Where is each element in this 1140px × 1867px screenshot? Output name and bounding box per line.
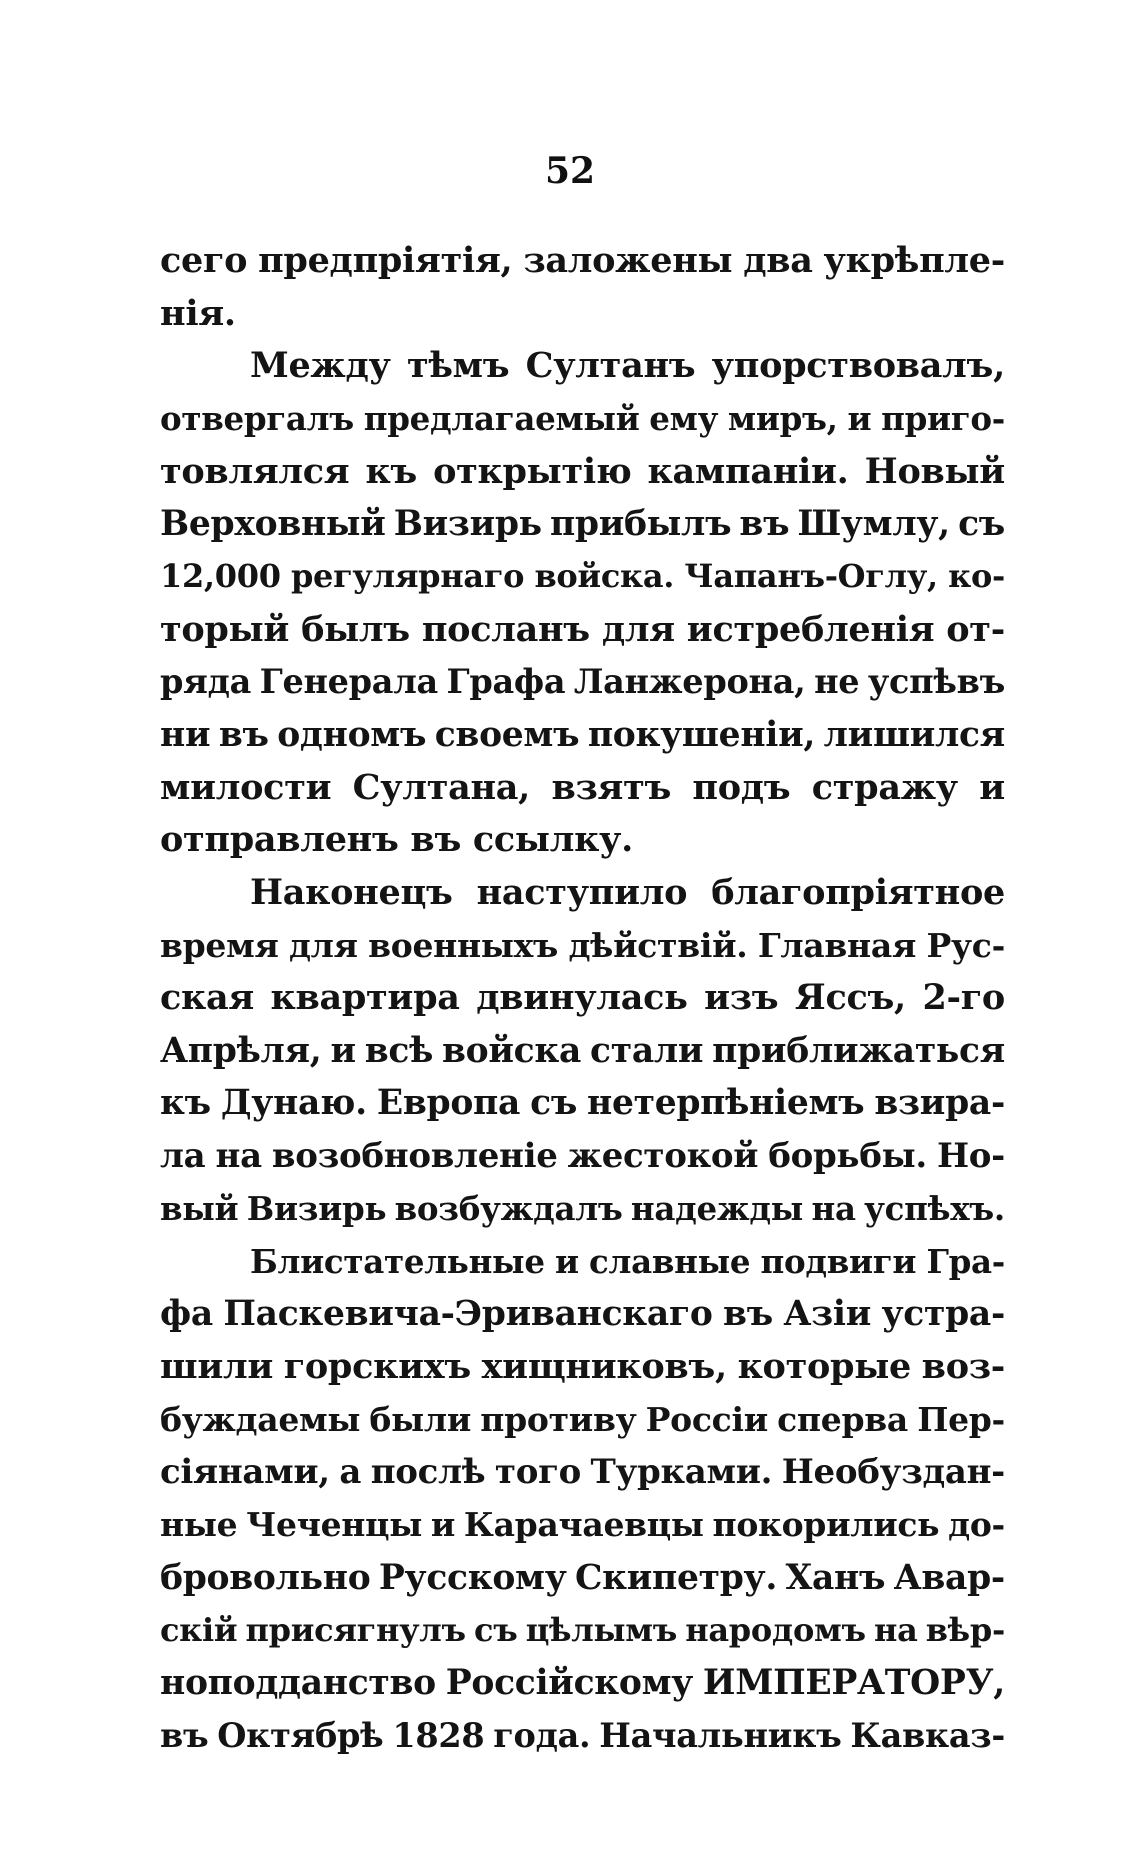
word: а [339, 1452, 362, 1493]
word: Необуздан- [781, 1452, 1005, 1493]
word: регулярнаго [290, 557, 525, 596]
word: ссылку. [472, 819, 634, 861]
word: наступило [476, 872, 688, 914]
word: предлагаемый [363, 398, 640, 438]
word: товлялся [160, 450, 350, 492]
text-line [160, 1235, 1005, 1288]
word: Между [250, 345, 391, 387]
word: и [554, 1241, 579, 1281]
word: посланъ [421, 608, 590, 650]
word: ные [160, 1505, 238, 1545]
word: Кавказ- [850, 1716, 1005, 1756]
word: приближаться [712, 1030, 1005, 1071]
word: от- [946, 608, 1005, 650]
word: Русскому [378, 1557, 567, 1598]
word: Турками. [590, 1452, 773, 1493]
word: Карачаевцы [463, 1505, 704, 1545]
text-line [160, 1657, 1005, 1710]
word: Верховный [160, 503, 386, 544]
word: ла [160, 1136, 206, 1177]
word: квартира [270, 977, 460, 1019]
word: для [601, 608, 675, 650]
word: отправленъ [160, 819, 399, 861]
word: хищниковъ, [481, 1346, 727, 1388]
word: всѣ [364, 1030, 434, 1071]
word: Яссъ, [794, 977, 906, 1019]
word: отвергалъ [160, 398, 354, 438]
text-line [160, 603, 1005, 656]
word: съ [474, 1611, 518, 1650]
text-line [160, 1709, 1005, 1762]
text-line [160, 656, 1005, 709]
word: цѣлымъ [525, 1611, 678, 1650]
word: благопріятное [711, 872, 1005, 914]
text-line [160, 339, 1005, 392]
word: былъ [301, 608, 410, 650]
word: войска [442, 1030, 582, 1071]
word: къ [160, 1083, 211, 1124]
text-line [160, 1024, 1005, 1077]
word: Россіи [645, 1399, 768, 1439]
text-line [160, 392, 1005, 445]
page-number: 52 [544, 150, 596, 192]
word: жестокой [567, 1136, 759, 1177]
word: вѣр- [925, 1611, 1005, 1650]
word: Наконецъ [250, 872, 453, 914]
text-line [160, 919, 1005, 972]
word: Блистательные [250, 1241, 545, 1281]
word: дѣйствій. [568, 925, 748, 965]
word: ни [160, 714, 211, 755]
word: Султанъ [525, 345, 696, 387]
word: года. [493, 1716, 591, 1756]
word: бровольно [160, 1557, 371, 1598]
word: Визирь [393, 503, 542, 544]
word: устра- [881, 1294, 1005, 1335]
word: на [215, 1136, 262, 1177]
word: приго- [881, 398, 1005, 438]
word: Россійскому [445, 1662, 694, 1703]
word: въ [739, 503, 790, 544]
word: Европа [376, 1083, 521, 1124]
word: нетерпѣніемъ [587, 1083, 865, 1124]
word: Султана, [352, 766, 531, 808]
word: сперва [777, 1399, 908, 1439]
word: военныхъ [368, 925, 559, 965]
word: Пер- [917, 1399, 1005, 1439]
word: борьбы. [768, 1136, 927, 1177]
word: Чапанъ-Оглу, [684, 557, 938, 596]
word: послѣ [370, 1452, 486, 1493]
word: прибылъ [549, 503, 732, 544]
word: 2-го [922, 977, 1005, 1019]
word: къ [365, 450, 417, 492]
word: Рус- [926, 925, 1005, 965]
word: открытію [433, 450, 632, 492]
word: надежды [630, 1189, 804, 1229]
body-text [160, 234, 1005, 1762]
word: взира- [874, 1083, 1005, 1124]
text-line [160, 1182, 1005, 1235]
word: и [847, 398, 872, 438]
text-line [160, 1130, 1005, 1183]
text-line [160, 445, 1005, 498]
word: которые [737, 1346, 911, 1388]
text-line [160, 1446, 1005, 1499]
word: Чеченцы [246, 1505, 422, 1545]
word: покушеніи, [587, 714, 816, 755]
word: сіянами, [160, 1452, 330, 1493]
word: не [814, 662, 860, 702]
text-line [160, 972, 1005, 1025]
word: успѣвъ [867, 662, 1005, 702]
word: ИМПЕРАТОРУ, [702, 1662, 1005, 1703]
word: миръ, [727, 398, 838, 438]
word: лишился [823, 714, 1005, 755]
word: милости [160, 766, 332, 808]
word: Азіи [783, 1294, 871, 1335]
text-line [160, 234, 1005, 287]
word: Главная [757, 925, 917, 965]
word: были [369, 1399, 472, 1439]
word: ноподданство [160, 1662, 436, 1703]
word: въ [723, 1294, 773, 1335]
word: Паскевича-Эриванскаго [223, 1294, 713, 1335]
word: буждаемы [160, 1399, 361, 1439]
word: скій [160, 1611, 238, 1650]
word: истребленія [686, 608, 935, 650]
word: успѣхъ. [864, 1189, 1005, 1229]
word: до- [948, 1505, 1005, 1545]
word: кампаніи. [647, 450, 849, 492]
word: ская [160, 977, 254, 1019]
word: Генерала [259, 662, 438, 702]
word: въ [160, 1716, 209, 1756]
word: Визирь [246, 1189, 387, 1229]
word: того [494, 1452, 581, 1493]
word: стали [590, 1030, 704, 1071]
text-line [160, 1288, 1005, 1341]
text-line [160, 550, 1005, 603]
word: ряда [160, 662, 252, 702]
word: подвиги [760, 1241, 917, 1281]
word: Авар- [893, 1557, 1005, 1598]
word: торый [160, 608, 290, 650]
word: въ [410, 819, 461, 861]
word: Но- [936, 1136, 1005, 1177]
word: изъ [704, 977, 779, 1019]
text-line [160, 497, 1005, 550]
word: Скипетру. [574, 1557, 778, 1598]
text-line [160, 1551, 1005, 1604]
word: и [330, 1030, 356, 1071]
word: и [430, 1505, 456, 1545]
text-line [160, 1340, 1005, 1393]
word: съ [530, 1083, 577, 1124]
word: воз- [921, 1346, 1005, 1388]
text-line [160, 708, 1005, 761]
word: два [743, 239, 813, 281]
word: и [979, 766, 1005, 808]
word: Дунаю. [220, 1083, 367, 1124]
word: въ [218, 714, 269, 755]
word: Начальникъ [599, 1716, 842, 1756]
word: Новый [864, 450, 1005, 492]
word: время [160, 925, 279, 965]
word: ко- [948, 557, 1005, 596]
word: съ [958, 503, 1005, 544]
word: на [811, 1189, 856, 1229]
text-line [160, 866, 1005, 919]
word: упорствовалъ, [711, 345, 1005, 387]
word: для [288, 925, 358, 965]
word: 12,000 [160, 557, 281, 596]
word: присягнулъ [245, 1611, 466, 1650]
text-line [160, 1077, 1005, 1130]
word: возбуждалъ [394, 1189, 623, 1229]
word: двинулась [476, 977, 688, 1019]
word: фа [160, 1294, 213, 1335]
word: вый [160, 1189, 239, 1229]
word: народомъ [685, 1611, 866, 1650]
word: возобновленіе [271, 1136, 558, 1177]
text-line [160, 814, 1005, 867]
word: своемъ [434, 714, 580, 755]
text-line [160, 1499, 1005, 1552]
word: нія. [160, 292, 236, 334]
word: Графа [446, 662, 566, 702]
word: сего [160, 239, 248, 281]
word: заложены [523, 239, 733, 281]
word: взятъ [551, 766, 672, 808]
text-line [160, 761, 1005, 814]
word: горскихъ [283, 1346, 471, 1388]
word: войска. [534, 557, 675, 596]
word: покорились [712, 1505, 940, 1545]
word: ему [649, 398, 719, 438]
word: Ланжерона, [573, 662, 806, 702]
word: Ханъ [785, 1557, 886, 1598]
word: славные [588, 1241, 751, 1281]
text-line [160, 1604, 1005, 1657]
word: 1828 [392, 1716, 485, 1756]
word: Гра- [926, 1241, 1005, 1281]
word: укрѣпле- [823, 239, 1005, 281]
word: противу [480, 1399, 637, 1439]
word: стражу [811, 766, 958, 808]
word: шили [160, 1346, 274, 1388]
word: предпріятія, [258, 239, 513, 281]
text-line [160, 1393, 1005, 1446]
word: Шумлу, [797, 503, 950, 544]
text-line [160, 287, 1005, 340]
word: Апрѣля, [160, 1030, 322, 1071]
word: на [873, 1611, 918, 1650]
word: подъ [692, 766, 791, 808]
word: Октябрѣ [217, 1716, 384, 1756]
word: тѣмъ [406, 345, 510, 387]
word: одномъ [277, 714, 427, 755]
